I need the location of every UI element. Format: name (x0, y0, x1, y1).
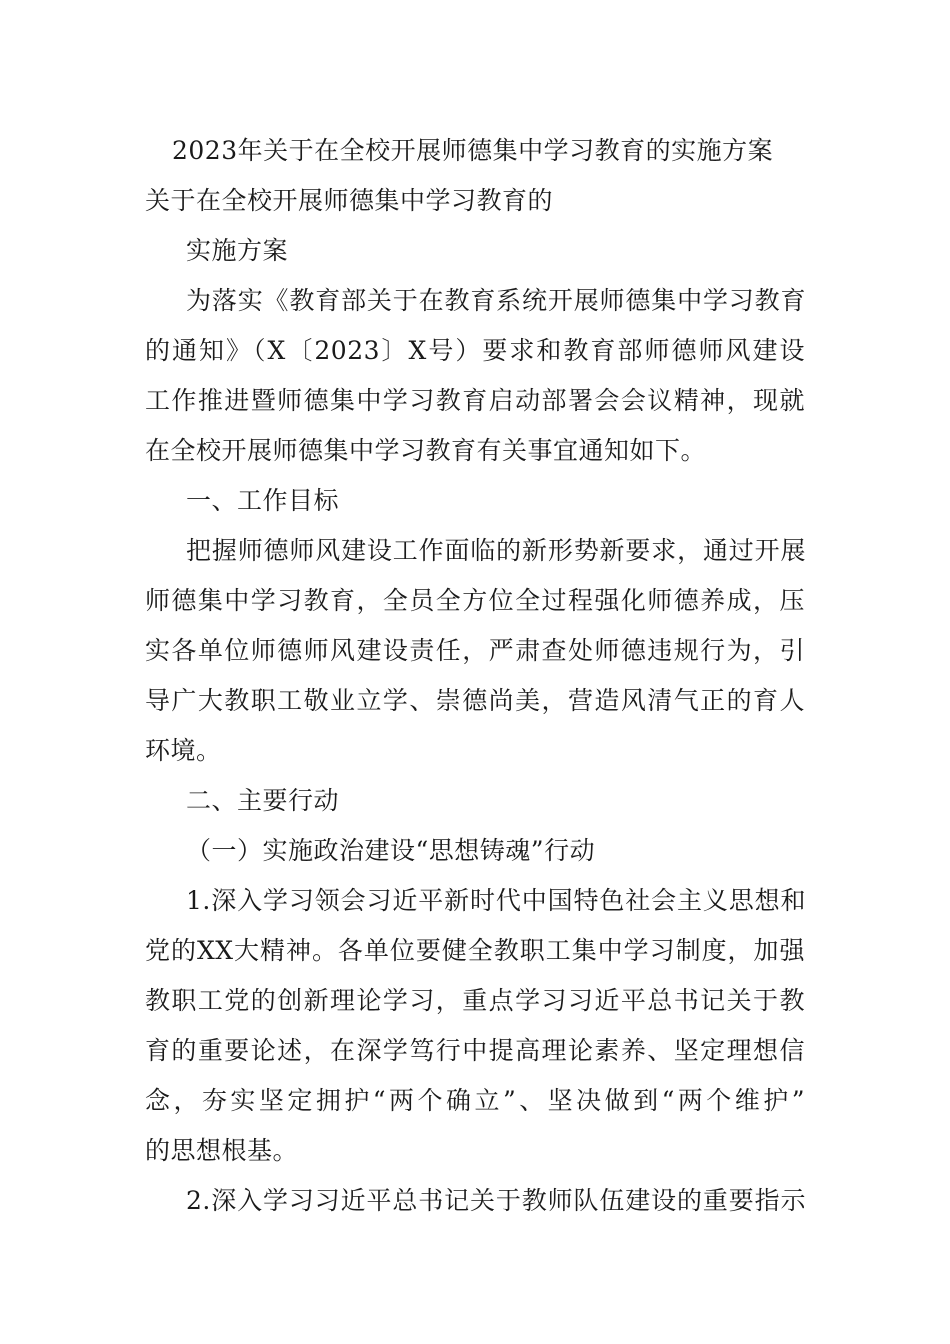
paragraph-line: 把握师德师风建设工作面临的新形势新要求，通过开展 (186, 536, 806, 565)
item-line: 1.深入学习领会习近平新时代中国特色社会主义思想和 (186, 886, 806, 915)
subsection-heading: （一）实施政治建设“思想铸魂”行动 (186, 836, 596, 865)
item-line: 党的XX大精神。各单位要健全教职工集中学习制度，加强 (145, 936, 805, 965)
item-line: 育的重要论述，在深学笃行中提高理论素养、坚定理想信 (145, 1036, 805, 1065)
item-line: 教职工党的创新理论学习，重点学习习近平总书记关于教 (145, 986, 805, 1015)
document-subtitle: 关于在全校开展师德集中学习教育的 (145, 186, 554, 215)
intro-line: 的通知》（X〔2023〕X号）要求和教育部师德师风建设 (145, 336, 805, 365)
paragraph-line: 环境。 (145, 736, 222, 765)
intro-line: 工作推进暨师德集中学习教育启动部署会会议精神，现就 (145, 386, 805, 415)
item-line: 念，夯实坚定拥护“两个确立”、坚决做到“两个维护” (145, 1086, 805, 1115)
paragraph-line: 师德集中学习教育，全员全方位全过程强化师德养成，压 (145, 586, 805, 615)
paragraph-line: 实各单位师德师风建设责任，严肃查处师德违规行为，引 (145, 636, 805, 665)
document-title: 2023年关于在全校开展师德集中学习教育的实施方案 (172, 136, 774, 165)
intro-line: 在全校开展师德集中学习教育有关事宜通知如下。 (145, 436, 707, 465)
paragraph-line: 导广大教职工敬业立学、崇德尚美，营造风清气正的育人 (145, 686, 805, 715)
section-heading: 二、主要行动 (186, 786, 340, 815)
section-heading: 一、工作目标 (186, 486, 340, 515)
item-line: 的思想根基。 (145, 1136, 299, 1165)
intro-line: 为落实《教育部关于在教育系统开展师德集中学习教育 (186, 286, 806, 315)
document-subtitle-cont: 实施方案 (186, 236, 289, 265)
item-line: 2.深入学习习近平总书记关于教师队伍建设的重要指示 (186, 1186, 806, 1215)
